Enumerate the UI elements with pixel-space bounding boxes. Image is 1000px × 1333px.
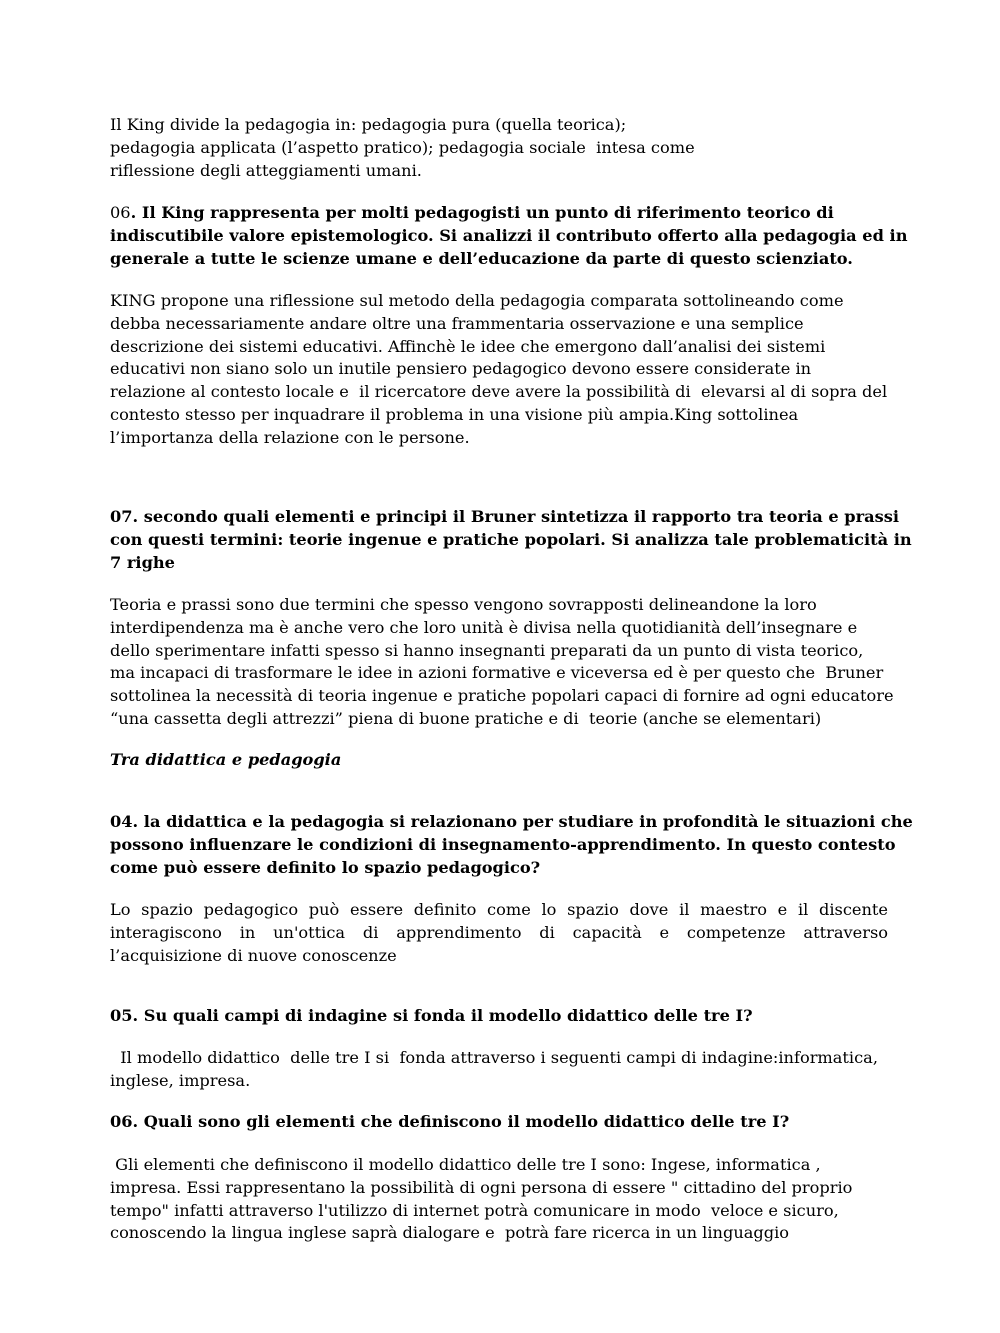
text-line: Teoria e prassi sono due termini che spesso vengono sovrapposti delineandone la loro (110, 595, 817, 614)
text-line: dello sperimentare infatti spesso si hanno insegnanti preparati da un punto di vista teorico, (110, 640, 864, 660)
text-line: sottolinea la necessità di teoria ingenue e pratiche popolari capaci di fornire ad ogni educatore (110, 686, 894, 706)
answer-05 (110, 1047, 888, 1093)
text-line: 04. la didattica e la pedagogia si relazionano per studiare in profondità le situazioni che (110, 812, 913, 831)
text-line: Il King divide la pedagogia in: pedagogia pura (quella teorica); (110, 115, 627, 134)
text-line: impresa. Essi rappresentano la possibilità di ogni persona di essere " cittadino del proprio (110, 1177, 853, 1197)
text-line: KING propone una riflessione sul metodo della pedagogia comparata sottolineando come (110, 291, 844, 310)
text-line: Lo spazio pedagogico può essere definito come lo spazio dove il maestro e il discente (110, 900, 888, 919)
question-07-bruner (110, 506, 912, 574)
text-line: educativi non siano solo un inutile pensiero pedagogico devono essere considerate in (110, 359, 812, 379)
text-line: possono influenzare le condizioni di insegnamento-apprendimento. In questo contesto (110, 834, 896, 854)
text-line: 05. Su quali campi di indagine si fonda il modello didattico delle tre I? (110, 1006, 753, 1025)
text-line: contesto stesso per inquadrare il problema in una visione più ampia.King sottolinea (110, 404, 799, 424)
section-title: Tra didattica e pedagogia (110, 750, 342, 769)
text-line: indiscutibile valore epistemologico. Si analizzi il contributo offerto alla pedagogia ed in (110, 225, 908, 245)
intro-paragraph (110, 114, 888, 182)
text-line: pedagogia applicata (l’aspetto pratico); pedagogia sociale intesa come (110, 137, 695, 157)
text-line: tempo" infatti attraverso l'utilizzo di internet potrà comunicare in modo veloce e sicuro, (110, 1200, 839, 1220)
text-line: l’acquisizione di nuove conoscenze (110, 945, 397, 965)
answer-07-bruner (110, 594, 894, 731)
text-line: interdipendenza ma è anche vero che loro unità è divisa nella quotidianità dell’insegnare e (110, 617, 858, 637)
text-line: 06. Quali sono gli elementi che definiscono il modello didattico delle tre I? (110, 1112, 790, 1131)
text-line: descrizione dei sistemi educativi. Affinchè le idee che emergono dall’analisi dei sistemi (110, 336, 826, 356)
text-line: 07. secondo quali elementi e principi il Bruner sintetizza il rapporto tra teoria e prassi (110, 507, 899, 526)
text-line: “una cassetta degli attrezzi” piena di buone pratiche e di teorie (anche se elementari) (110, 708, 822, 728)
text-line: riflessione degli atteggiamenti umani. (110, 160, 422, 180)
question-06-tre-i (110, 1111, 888, 1134)
text-line: Gli elementi che definiscono il modello didattico delle tre I sono: Ingese, informatica , (110, 1155, 821, 1174)
text-line: con questi termini: teorie ingenue e pratiche popolari. Si analizza tale problematicità in (110, 529, 912, 549)
text-line: conoscendo la lingua inglese saprà dialogare e potrà fare ricerca in un linguaggio (110, 1223, 790, 1243)
text-line: l’importanza della relazione con le persone. (110, 427, 470, 447)
question-05 (110, 1005, 888, 1028)
text-line: . Il King rappresenta per molti pedagogisti un punto di riferimento teorico di (130, 203, 834, 222)
answer-06-king (110, 290, 888, 450)
text-line: debba necessariamente andare oltre una frammentaria osservazione e una semplice (110, 313, 804, 333)
answer-04 (110, 899, 888, 967)
text-line: ma incapaci di trasformare le idee in azioni formative e viceversa ed è per questo che Bruner (110, 663, 884, 683)
text-line: inglese, impresa. (110, 1070, 251, 1090)
text-line: relazione al contesto locale e il ricercatore deve avere la possibilità di elevarsi al di sopra del (110, 382, 888, 402)
question-06-king (110, 202, 908, 270)
text-line: 7 righe (110, 552, 175, 572)
text-line: come può essere definito lo spazio pedagogico? (110, 857, 541, 877)
text-line: Il modello didattico delle tre I si fonda attraverso i seguenti campi di indagine:informatica, (110, 1048, 878, 1067)
text-line: generale a tutte le scienze umane e dell’educazione da parte di questo scienziato. (110, 248, 853, 268)
question-04 (110, 811, 913, 879)
answer-06-tre-i (110, 1154, 888, 1245)
text-line: interagiscono in un'ottica di apprendimento di capacità e competenze attraverso (110, 922, 888, 942)
question-number: 06 (110, 203, 131, 222)
